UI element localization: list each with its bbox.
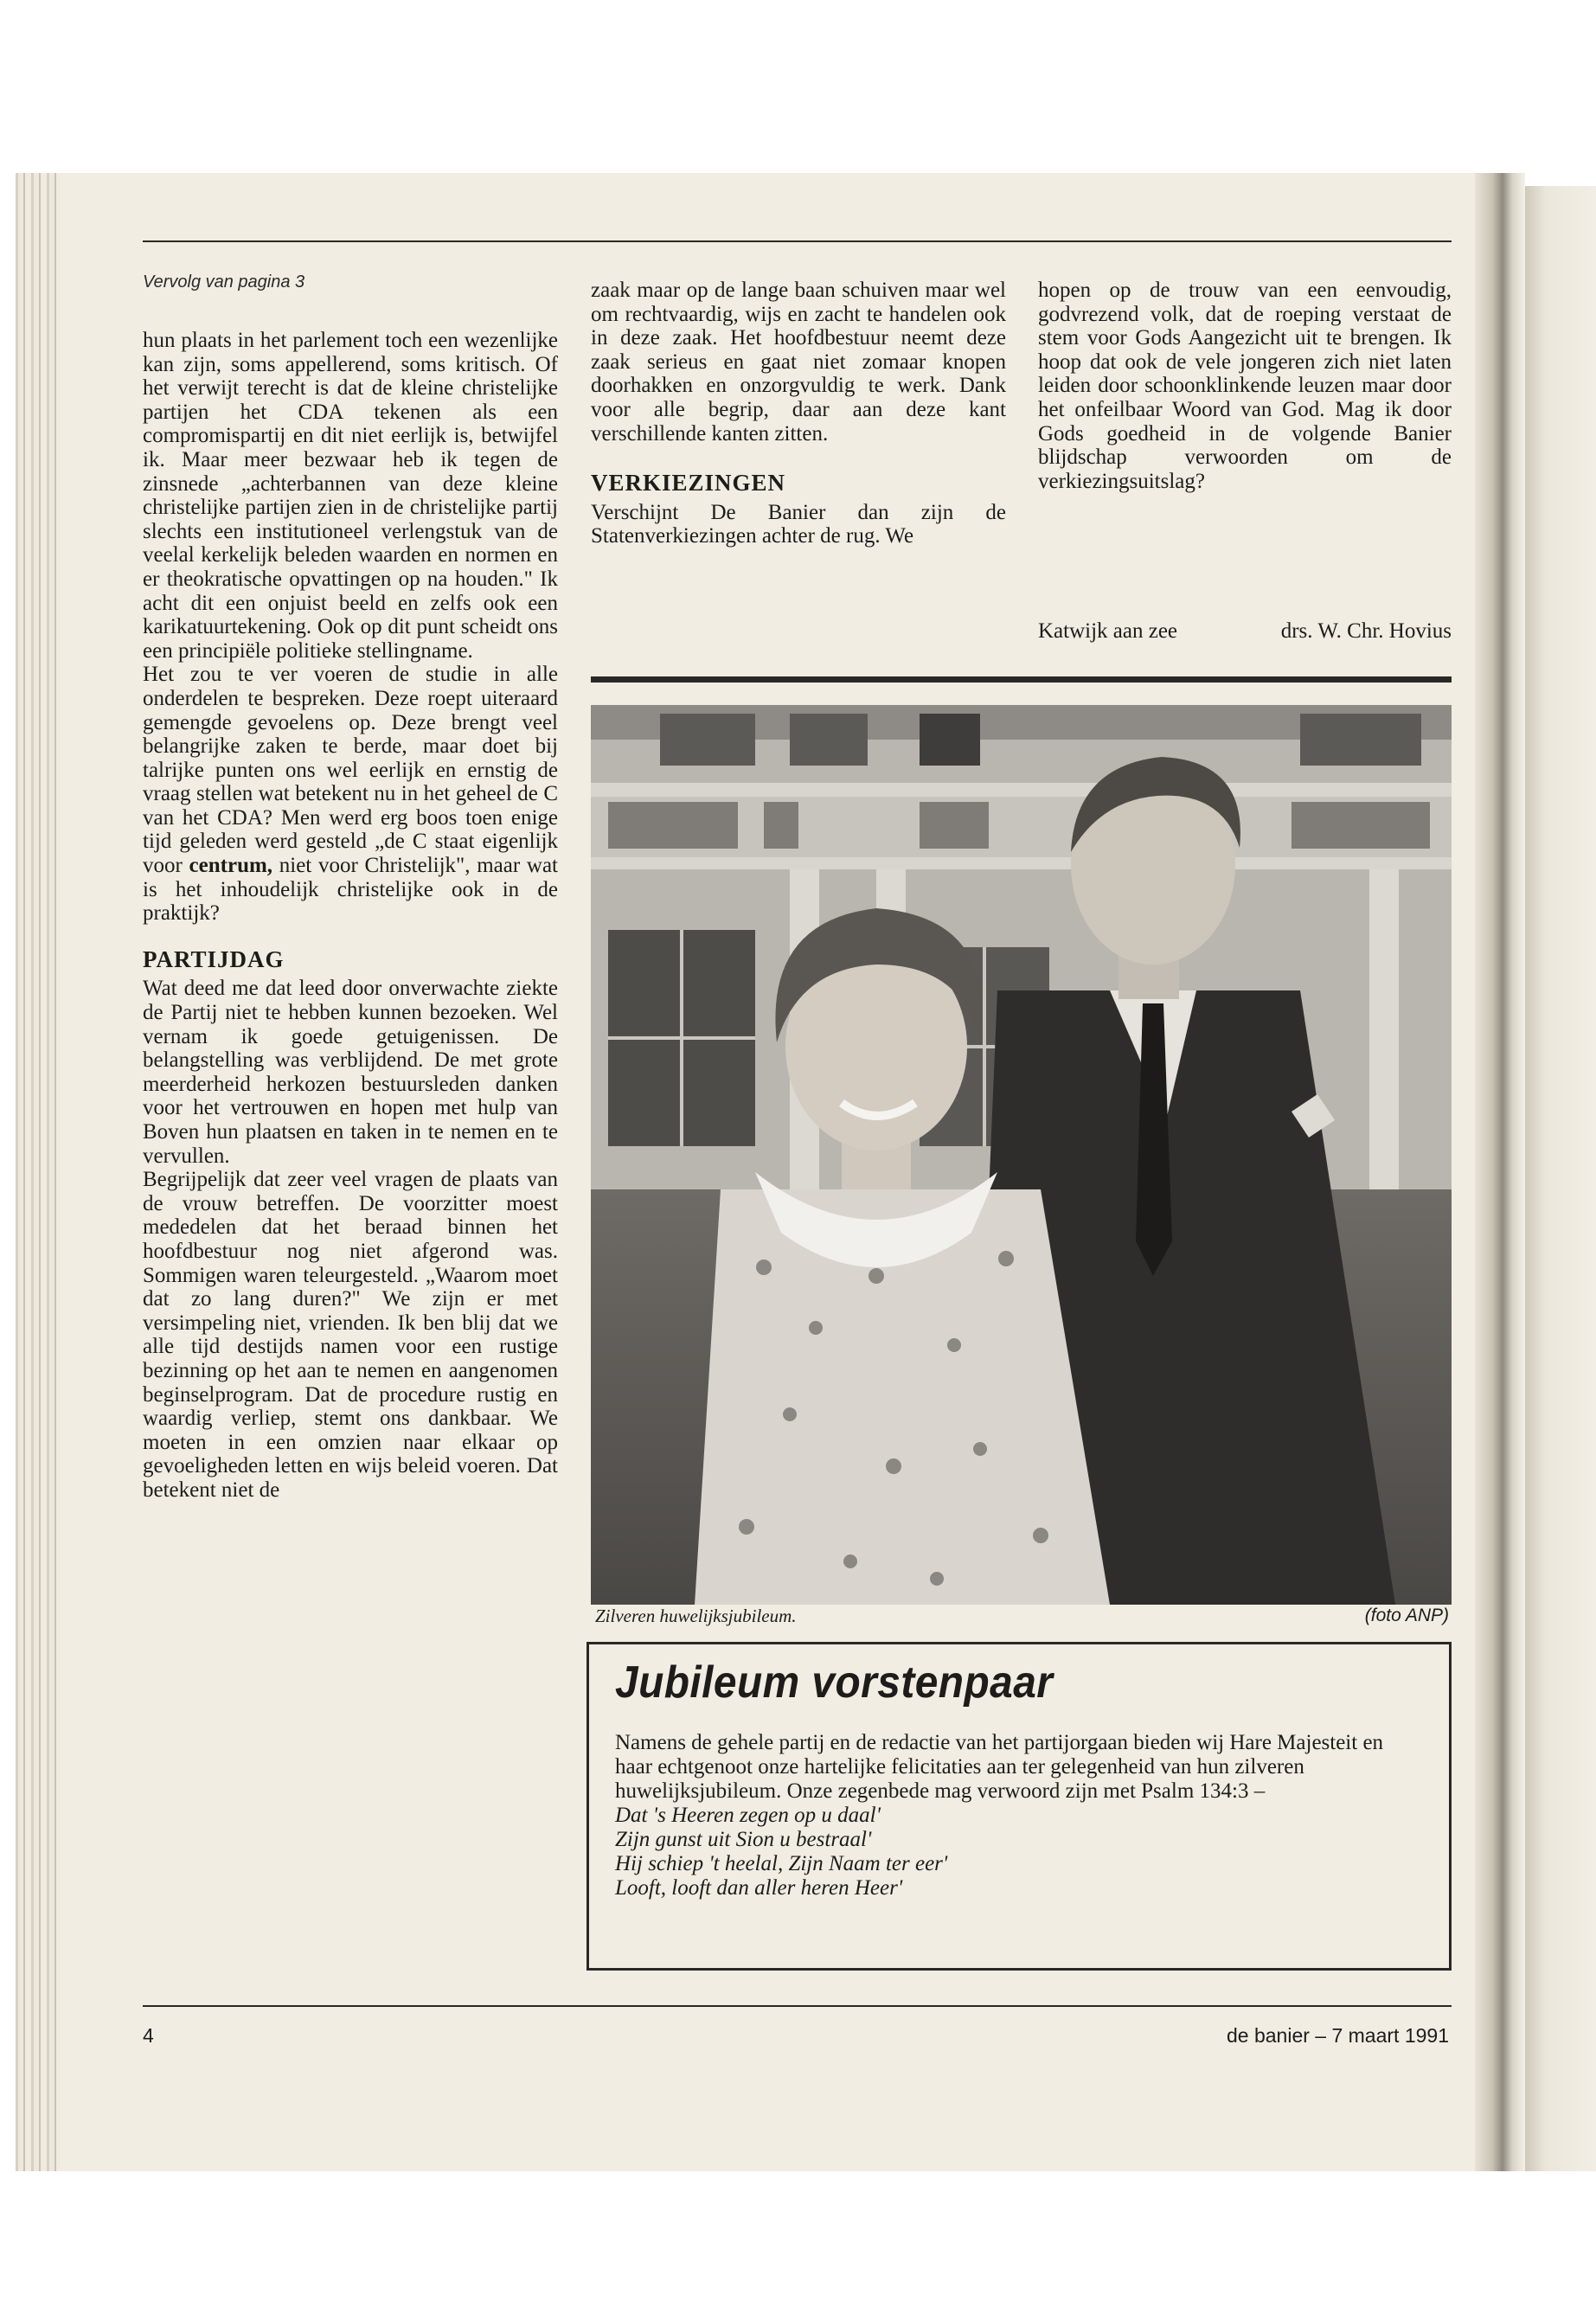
top-rule xyxy=(143,240,1452,242)
adjacent-page-edge xyxy=(1525,186,1596,2171)
psalm-verse-line-1: Dat 's Heeren zegen op u daal' xyxy=(615,1804,881,1827)
continued-label: Vervolg van pagina 3 xyxy=(143,272,305,292)
column-2-para-1: zaak maar op de lange baan schuiven maar wel om rechtvaardig, wijs en zacht te handelen ook in deze zaak. Het hoofdbestuur neemt deze zaak serieus en gaat niet zomaar knopen doorhakken en onzorgvuldig te werk. Dank voor alle begrip, daar aan deze kant verschillende kanten zitten. xyxy=(591,279,1006,445)
footer-rule xyxy=(143,2005,1452,2007)
psalm-verse-line-3: Hij schiep 't heelal, Zijn Naam ter eer' xyxy=(615,1852,948,1875)
column-1-para-1: hun plaats in het parlement toch een wezenlijke kan zijn, soms appellerend, soms kritisch. Of het verwijt terecht is dat de kleine christelijke partijen het CDA tekenen als een compromispartij en dit niet eerlijk is, betwijfel ik. Maar meer bezwaar heb ik tegen de zinsnede „achterbannen van deze kleine christelijke partijen zien in de christelijke partij slechts een institutioneel verlengstuk van de veelal kerkelijk beleden waarden en normen en er theokratische opvattingen op na houden." Ik acht dit een onjuist beeld en zelfs ook een karikatuurtekening. Ook op dit punt scheidt ons een principiële politieke stellingname. xyxy=(143,329,558,663)
heading-verkiezingen: VERKIEZINGEN xyxy=(591,470,786,497)
para-2-end: niet voor Christelijk", maar wat is het inhoudelijk christelijke ook in de praktijk? xyxy=(143,854,558,926)
heading-partijdag: PARTIJDAG xyxy=(143,945,285,972)
signature-name: drs. W. Chr. Hovius xyxy=(1280,619,1452,643)
para-2-start: Het zou te ver voeren de studie in alle onderdelen te bespreken. Deze roept uiteraard gemengde gevoelens op. Deze brengt veel belangrijke zaken te berde, maar doet bij talrijke punten ons wel eerlijk en ernstig de vraag stellen wat betekent nu in het geheel de C van het CDA? Men werd erg boos toen enige tijd geleden werd gesteld „de C staat eigenlijk voor xyxy=(143,663,558,878)
signature-place: Katwijk aan zee xyxy=(1038,619,1178,643)
column-1-para-2 xyxy=(143,663,558,926)
page-number: 4 xyxy=(143,2024,154,2047)
column-1 xyxy=(143,329,558,1503)
column-3-para-1: hopen op de trouw van een eenvoudig, godvrezend volk, dat de roeping verstaat de stem voor Gods Aangezicht uit te brengen. Ik hoop dat ook de vele jongeren zich niet laten leiden door schoonklinkende leuzen maar door het onfeilbaar Woord van God. Mag ik door Gods goedheid in de volgende Banier blijdschap verwoorden om de verkiezingsuitslag? xyxy=(1038,279,1452,493)
psalm-verse-line-2: Zijn gunst uit Sion u bestraal' xyxy=(615,1828,872,1851)
book-spine xyxy=(1475,173,1525,2171)
jubilee-body xyxy=(615,1731,1420,1900)
column-2-para-2: Verschijnt De Banier dan zijn de Statenverkiezingen achter de rug. We xyxy=(591,500,1006,548)
publication-date: de banier – 7 maart 1991 xyxy=(1226,2024,1449,2047)
jubilee-box xyxy=(586,1642,1452,1971)
jubilee-text: Namens de gehele partij en de redactie van het partijorgaan bieden wij Hare Majesteit en haar echtgenoot onze hartelijke felicitaties aan ter gelegenheid van hun zilveren huwelijksjubileum. Onze zegenbede mag verwoord zijn met Psalm 134:3 – xyxy=(615,1731,1384,1803)
jubilee-title: Jubileum vorstenpaar xyxy=(615,1657,1054,1708)
para-2-bold-term: centrum, xyxy=(189,854,273,878)
royal-couple-photo xyxy=(591,705,1452,1605)
column-2 xyxy=(591,279,1006,548)
column-1-para-4: Begrijpelijk dat zeer veel vragen de plaats van de vrouw betreffen. De voorzitter moest mededelen dat het beraad binnen het hoofdbestuur nog niet afgerond was. Sommigen waren teleurgesteld. „Waarom moet dat zo lang duren?" We zijn er met versimpeling niet, vrienden. Ik ben blij dat we alle tijd destijds namen voor een rustige bezinning op het aan te nemen en aangenomen beginselprogram. Dat de procedure rustig en waardig verliep, stemt ons dankbaar. We moeten in een omzien naar elkaar op gevoeligheden letten en wijs beleid voeren. Dat betekent niet de xyxy=(143,1168,558,1502)
photo-illustration xyxy=(591,705,1452,1605)
signature xyxy=(1038,619,1452,644)
photo-caption: Zilveren huwelijksjubileum. xyxy=(595,1606,797,1626)
psalm-verse-line-4: Looft, looft dan aller heren Heer' xyxy=(615,1876,903,1900)
photo-top-rule xyxy=(591,676,1452,683)
photo-credit: (foto ANP) xyxy=(1364,1606,1449,1625)
column-3 xyxy=(1038,279,1452,493)
column-1-para-3: Wat deed me dat leed door onverwachte ziekte de Partij niet te hebben kunnen bezoeken. Wel vernam ik goede getuigenissen. De belangstelling was verblijdend. De met grote meerderheid herkozen bestuursleden danken voor het vertrouwen en hopen met hulp van Boven hun plaatsen en taken in te nemen en te vervullen. xyxy=(143,977,558,1168)
page-binding-edge xyxy=(16,173,61,2171)
